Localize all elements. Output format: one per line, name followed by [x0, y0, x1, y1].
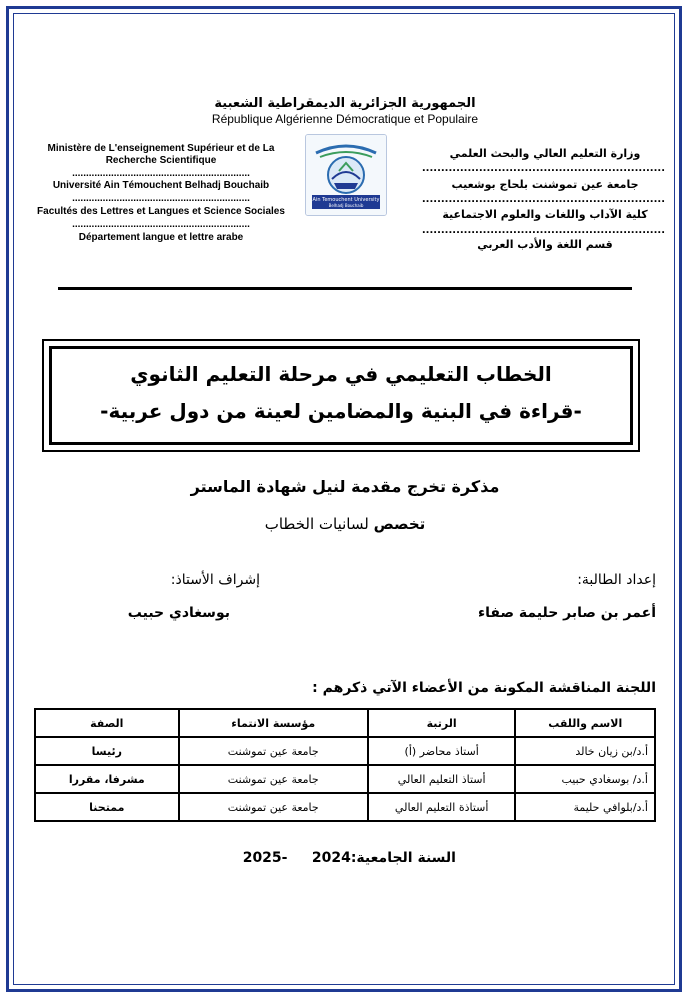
- thesis-subtitle: -قراءة في البنية والمضامين لعينة من دول عربية-: [100, 399, 582, 423]
- committee-title: اللجنة المناقشة المكونة من الأعضاء الآتي ذكرهم :: [312, 680, 656, 696]
- separator-dots: ................................................................: [72, 168, 250, 179]
- academic-year-label: السنة الجامعية:: [350, 850, 456, 866]
- member-institution: جامعة عين تموشنت: [179, 765, 368, 793]
- republic-title-fr: République Algérienne Démocratique et Populaire: [211, 112, 479, 126]
- header-divider: [58, 287, 632, 290]
- academic-year-to: 2025: [242, 850, 282, 866]
- supervisor-name: بوسغادي حبيب: [127, 605, 230, 621]
- ministry-ar: وزارة التعليم العالي والبحث العلمي: [449, 147, 641, 160]
- member-role: مشرفا، مقررا: [35, 765, 179, 793]
- faculty-ar: كلية الآداب واللغات والعلوم الاجتماعية: [442, 208, 648, 221]
- committee-table: [34, 708, 656, 822]
- student-name: أعمر بن صابر حليمة صفاء: [478, 605, 656, 621]
- university-ar: جامعة عين تموشنت بلحاج بوشعيب: [451, 178, 639, 191]
- logo-subcaption: Belhadj Bouchaib: [328, 203, 364, 208]
- member-name: أ.د/بن زيان خالد: [515, 737, 655, 765]
- member-name: أ.د/ بوسغادي حبيب: [515, 765, 655, 793]
- member-rank: أستاذ محاضر (أ): [368, 737, 516, 765]
- header-institution: مؤسسة الانتماء: [179, 709, 368, 737]
- university-logo: [305, 134, 387, 216]
- member-role: ممتحنا: [35, 793, 179, 821]
- university-fr: Université Ain Témouchent Belhadj Bouchaib: [52, 180, 270, 191]
- specialty-line: [0, 515, 690, 533]
- header-role: الصفة: [35, 709, 179, 737]
- department-ar: قسم اللغة والأدب العربي: [477, 238, 613, 251]
- supervisor-label: إشراف الأستاذ:: [170, 572, 260, 588]
- table-row: [35, 765, 655, 793]
- ministry-fr: Ministère de L'enseignement Supérieur et de La Recherche Scientifique: [47, 143, 275, 166]
- member-role: رئيسا: [35, 737, 179, 765]
- separator-dots: ................................................................: [72, 193, 250, 204]
- header-rank: الرتبة: [368, 709, 516, 737]
- university-logo-emblem-icon: [306, 135, 386, 215]
- table-row: [35, 737, 655, 765]
- separator-dots: ................................................................: [421, 225, 665, 236]
- table-row: [35, 793, 655, 821]
- logo-caption: Ain Temouchent University: [312, 197, 380, 203]
- student-label: إعداد الطالبة:: [577, 572, 656, 588]
- republic-title-ar: الجمهورية الجزائرية الديمقراطية الشعبية: [214, 96, 476, 111]
- separator-dots: ................................................................: [72, 219, 250, 230]
- degree-statement: مذكرة تخرج مقدمة لنيل شهادة الماستر: [190, 477, 500, 496]
- faculty-fr: Facultés des Lettres et Langues et Science Sociales: [37, 206, 285, 217]
- thesis-title: الخطاب التعليمي في مرحلة التعليم الثانوي: [130, 362, 552, 386]
- member-name: أ.د/بلوافي حليمة: [515, 793, 655, 821]
- specialty-label: تخصص: [373, 515, 426, 533]
- separator-dots: ................................................................: [421, 194, 665, 205]
- member-rank: أستاذة التعليم العالي: [368, 793, 516, 821]
- academic-year-from: 2024: [311, 850, 351, 866]
- member-institution: جامعة عين تموشنت: [179, 737, 368, 765]
- header-name: الاسم واللقب: [515, 709, 655, 737]
- department-fr: Département langue et lettre arabe: [78, 232, 244, 243]
- specialty-value: لسانيات الخطاب: [264, 515, 369, 533]
- member-institution: جامعة عين تموشنت: [179, 793, 368, 821]
- member-rank: أستاذ التعليم العالي: [368, 765, 516, 793]
- separator-dots: ................................................................: [421, 163, 665, 174]
- title-box: [49, 346, 633, 445]
- academic-year: السنة الجامعية:2024 -2025: [242, 850, 456, 866]
- table-header-row: [35, 709, 655, 737]
